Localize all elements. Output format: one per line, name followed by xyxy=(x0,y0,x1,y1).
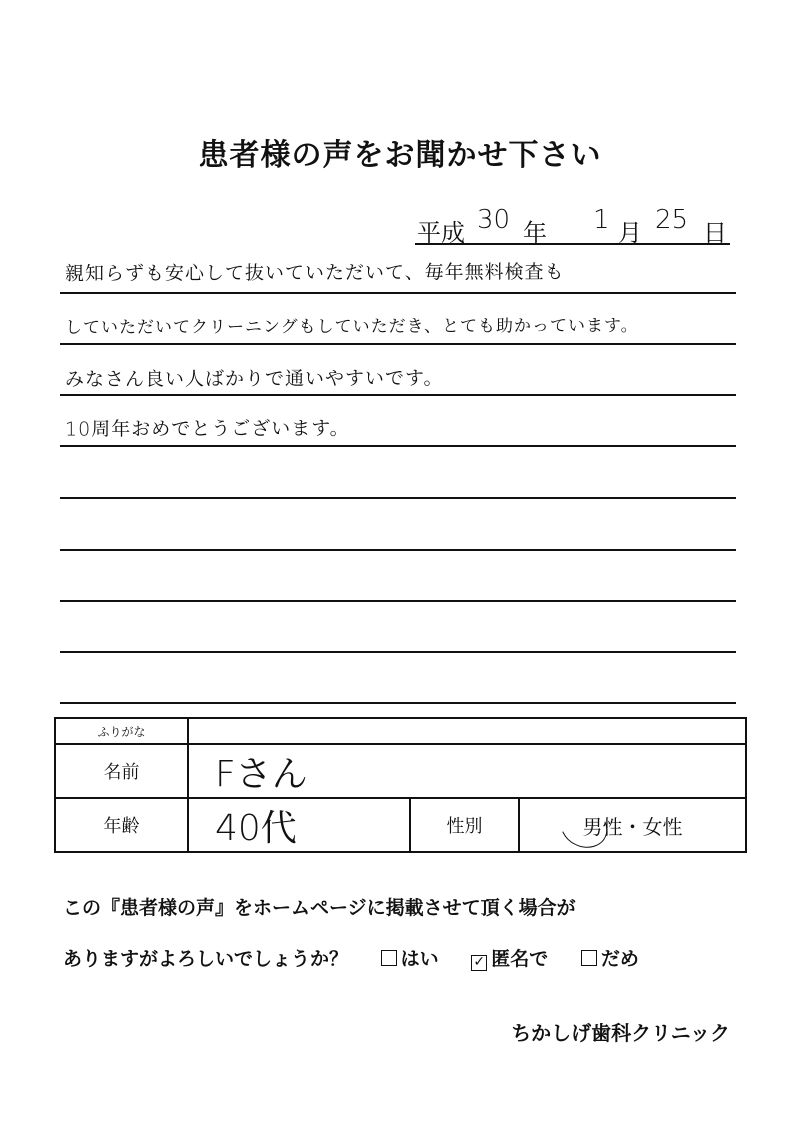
ruled-line xyxy=(60,600,736,602)
option-anonymous-label: 匿名で xyxy=(491,948,549,970)
name-field[interactable]: Fさん xyxy=(188,744,746,798)
comment-line: みなさん良い人ばかりで通いやすいです。 xyxy=(64,367,444,391)
checkbox-yes[interactable] xyxy=(381,950,397,966)
checkbox-no[interactable] xyxy=(581,950,597,966)
date-field xyxy=(415,205,730,245)
date-day-label: 日 xyxy=(703,219,727,247)
gender-label: 性別 xyxy=(410,798,519,852)
furigana-label: ふりがな xyxy=(55,718,188,744)
option-anonymous[interactable] xyxy=(471,944,548,971)
ruled-line xyxy=(60,292,736,294)
option-yes-label: はい xyxy=(400,948,439,970)
ruled-line xyxy=(60,497,736,499)
comment-line: していただいてクリーニングもしていただき、とても助かっています。 xyxy=(64,315,639,339)
check-mark-icon: ✓ xyxy=(473,954,486,970)
option-no[interactable] xyxy=(581,944,639,971)
option-no-label: だめ xyxy=(600,948,639,970)
age-field[interactable]: 40代 xyxy=(188,798,410,852)
date-year: 30 xyxy=(477,205,511,235)
date-day: 25 xyxy=(655,205,689,235)
gender-options: 男性・女性 xyxy=(582,814,683,839)
patient-info-table xyxy=(54,717,747,853)
selection-circle xyxy=(554,799,614,856)
age-label: 年齢 xyxy=(55,798,188,852)
furigana-field[interactable] xyxy=(188,718,746,744)
ruled-line xyxy=(60,445,736,447)
form-title: 患者様の声をお聞かせ下さい xyxy=(198,138,602,173)
clinic-name: ちかしげ歯科クリニック xyxy=(511,1021,730,1045)
ruled-line xyxy=(60,394,736,396)
consent-question-line1: この『患者様の声』をホームページに掲載させて頂く場合が xyxy=(63,897,576,919)
name-label: 名前 xyxy=(55,744,188,798)
ruled-line xyxy=(60,702,736,704)
gender-field[interactable] xyxy=(519,798,746,852)
ruled-line xyxy=(60,651,736,653)
date-era: 平成 xyxy=(417,219,465,247)
ruled-line xyxy=(60,549,736,551)
consent-question-text: ありますがよろしいでしょうか？ xyxy=(63,948,349,970)
date-year-label: 年 xyxy=(523,219,547,247)
checkbox-anonymous[interactable] xyxy=(471,955,487,971)
option-yes[interactable] xyxy=(381,944,439,971)
date-month: 1 xyxy=(593,205,610,235)
date-month-label: 月 xyxy=(618,219,642,247)
ruled-line xyxy=(60,343,736,345)
comment-line: 10周年おめでとうございます。 xyxy=(64,417,350,441)
consent-question-line2 xyxy=(63,944,639,971)
comment-line: 親知らずも安心して抜いていただいて、毎年無料検査も xyxy=(64,261,565,285)
